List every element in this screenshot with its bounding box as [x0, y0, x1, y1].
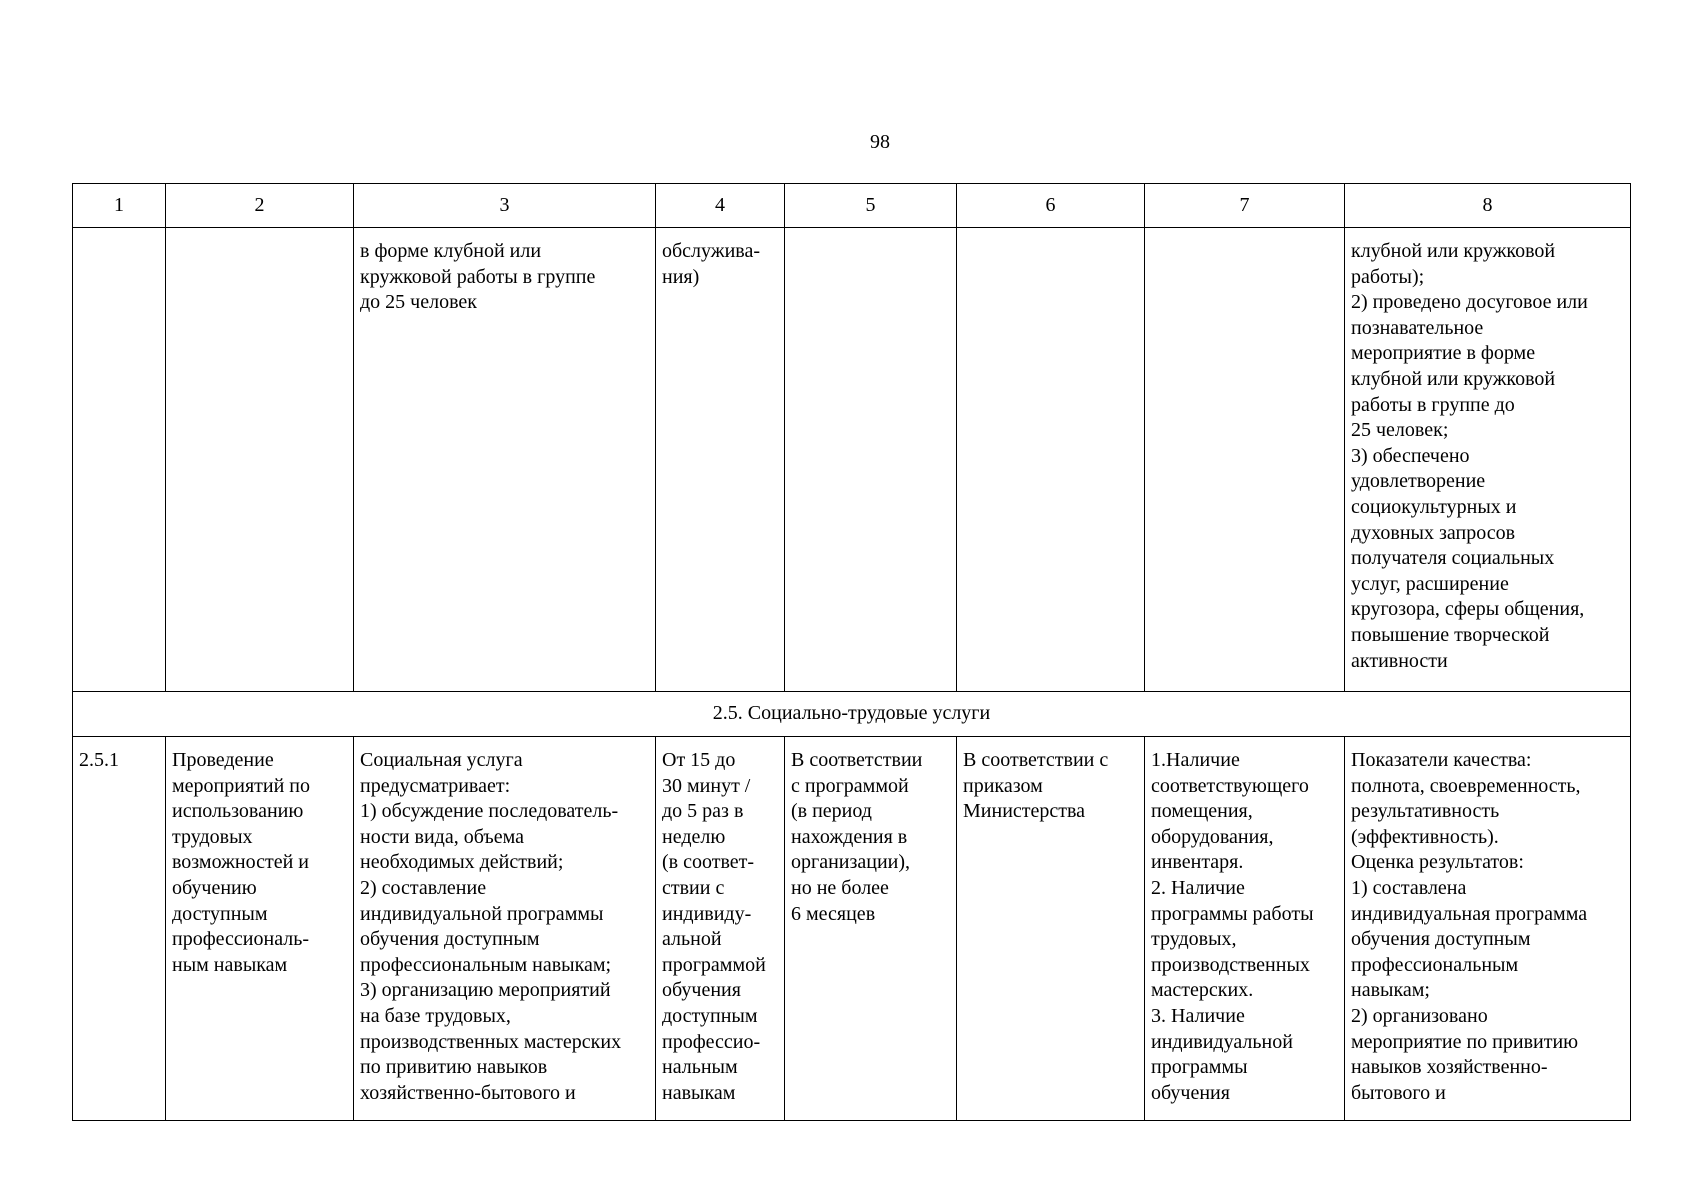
section-title: 2.5. Социально-трудовые услуги [73, 692, 1631, 737]
section-row [73, 692, 1631, 737]
cont-cell-name [166, 228, 354, 692]
column-number-1: 1 [73, 184, 166, 228]
column-number-3: 3 [354, 184, 656, 228]
cont-cell-description: в форме клубной или кружковой работы в группе до 25 человек [354, 228, 656, 692]
column-number-row [73, 184, 1631, 228]
cont-cell-conditions [1145, 228, 1345, 692]
service-name: Проведение мероприятий по использованию трудовых возможностей и обучению доступным профессиональ- ным навыкам [166, 737, 354, 1121]
cont-cell-term [785, 228, 957, 692]
continuation-row [73, 228, 1631, 692]
service-tariff: В соответствии с приказом Министерства [957, 737, 1145, 1121]
service-term: В соответствии с программой (в период нахождения в организации), но не более 6 месяцев [785, 737, 957, 1121]
cont-cell-time: обслужива- ния) [656, 228, 785, 692]
column-number-7: 7 [1145, 184, 1345, 228]
column-number-5: 5 [785, 184, 957, 228]
column-number-8: 8 [1345, 184, 1631, 228]
column-number-6: 6 [957, 184, 1145, 228]
cont-cell-tariff [957, 228, 1145, 692]
service-quality: Показатели качества: полнота, своевременность, результативность (эффективность). Оценка результатов: 1) составлена индивидуальная программа обучения доступным профессиональным навыкам; 2) организовано мероприятие по привитию навыков хозяйственно- бытового и [1345, 737, 1631, 1121]
service-row-2-5-1 [73, 737, 1631, 1121]
column-number-2: 2 [166, 184, 354, 228]
cont-cell-quality: клубной или кружковой работы); 2) проведено досуговое или познавательное мероприятие в форме клубной или кружковой работы в группе до 25 человек; 3) обеспечено удовлетворение социокультурных и духовных запросов получателя социальных услуг, расширение кругозора, сферы общения, повышение творческой активности [1345, 228, 1631, 692]
service-time-norm: От 15 до 30 минут / до 5 раз в неделю (в соответ- ствии с индивиду- альной программой обучения доступным профессио- нальным навыкам [656, 737, 785, 1121]
page-number: 98 [870, 131, 890, 153]
column-number-4: 4 [656, 184, 785, 228]
services-table [72, 183, 1631, 1121]
cont-cell-number [73, 228, 166, 692]
service-conditions: 1.Наличие соответствующего помещения, оборудования, инвентаря. 2. Наличие программы работы трудовых, производственных мастерских. 3. Наличие индивидуальной программы обучения [1145, 737, 1345, 1121]
service-description: Социальная услуга предусматривает: 1) обсуждение последователь- ности вида, объема необходимых действий; 2) составление индивидуальной программы обучения доступным профессиональным навыкам; 3) организацию мероприятий на базе трудовых, производственных мастерских по привитию навыков хозяйственно-бытового и [354, 737, 656, 1121]
service-number: 2.5.1 [73, 737, 166, 1121]
